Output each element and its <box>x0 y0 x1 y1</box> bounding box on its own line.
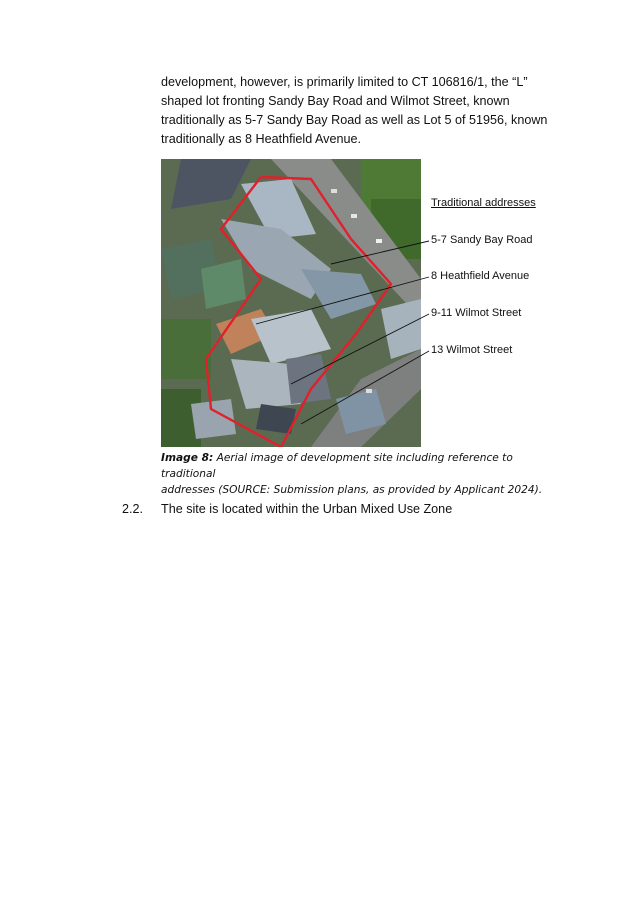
section-heading <box>122 502 452 516</box>
figure-caption <box>161 450 561 498</box>
caption-label: Image 8: <box>161 452 214 464</box>
address-label: 9-11 Wilmot Street <box>431 307 522 319</box>
address-label: 5-7 Sandy Bay Road <box>431 234 533 246</box>
paragraph-line: traditionally as 5-7 Sandy Bay Road as well as Lot 5 of 51956, known <box>161 113 548 127</box>
section-number: 2.2. <box>122 502 144 516</box>
legend-title: Traditional addresses <box>431 197 536 209</box>
paragraph-line: shaped lot fronting Sandy Bay Road and Wilmot Street, known <box>161 94 510 108</box>
section-text: The site is located within the Urban Mixed Use Zone <box>161 502 453 516</box>
address-label: 8 Heathfield Avenue <box>431 270 530 282</box>
address-label: 13 Wilmot Street <box>431 344 513 356</box>
aerial-figure <box>161 159 536 447</box>
caption-text: addresses (SOURCE: Submission plans, as provided by Applicant 2024). <box>161 484 543 496</box>
paragraph-line: traditionally as 8 Heathfield Avenue. <box>161 132 361 146</box>
paragraph-line: development, however, is primarily limited to CT 106816/1, the “L” <box>161 75 528 89</box>
caption-text: Aerial image of development site including reference to traditional <box>161 452 513 480</box>
body-paragraph <box>161 73 561 149</box>
